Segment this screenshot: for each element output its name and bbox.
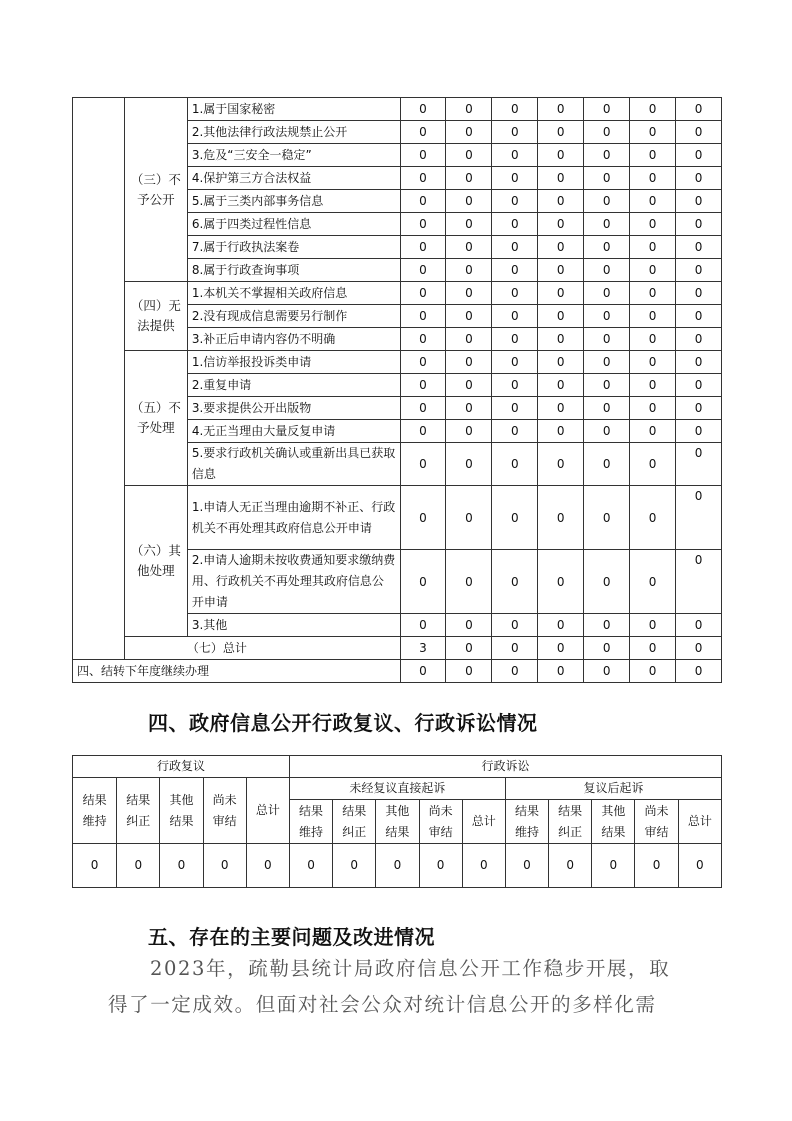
cell-value: 0: [400, 420, 446, 443]
cell-value: 0: [446, 282, 492, 305]
cell-value: 0: [446, 121, 492, 144]
cell-value: 0: [400, 443, 446, 486]
row-label: 3.要求提供公开出版物: [187, 397, 400, 420]
cell-value: 0: [584, 121, 630, 144]
cell-value: 0: [676, 144, 722, 167]
cell-value: 0: [584, 374, 630, 397]
cell-value: 0: [538, 144, 584, 167]
row-label: 2.其他法律行政法规禁止公开: [187, 121, 400, 144]
header-review-total: 总计: [246, 778, 289, 844]
cell-value: 0: [676, 167, 722, 190]
carry-over-value: 0: [630, 660, 676, 683]
header-review-other: 其他 结果: [160, 778, 203, 844]
cell-value: 0: [676, 443, 722, 486]
paragraph-line-2: 得了一定成效。但面对社会公众对统计信息公开的多样化需: [108, 993, 657, 1016]
cell-value: 0: [538, 121, 584, 144]
row-label: 1.信访举报投诉类申请: [187, 351, 400, 374]
row-label: 7.属于行政执法案卷: [187, 236, 400, 259]
cell-value: 0: [538, 420, 584, 443]
cell-value: 0: [446, 486, 492, 550]
total-row: [73, 637, 722, 660]
cell-value: 0: [492, 121, 538, 144]
cell-value: 0: [676, 374, 722, 397]
cell-value: 0: [676, 121, 722, 144]
cell-value: 0: [492, 305, 538, 328]
cell-value: 0: [676, 236, 722, 259]
total-value: 0: [492, 637, 538, 660]
table-row: [73, 282, 722, 305]
cell-value: 0: [538, 236, 584, 259]
review-litigation-value: 0: [289, 844, 332, 888]
cell-value: 0: [676, 305, 722, 328]
cell-value: 0: [446, 98, 492, 121]
total-value: 0: [584, 637, 630, 660]
cell-value: 0: [400, 213, 446, 236]
cell-value: 0: [446, 236, 492, 259]
cell-value: 0: [630, 305, 676, 328]
cell-value: 0: [538, 213, 584, 236]
review-litigation-value: 0: [635, 844, 678, 888]
cell-value: 0: [676, 420, 722, 443]
table-row: [73, 98, 722, 121]
cell-value: 0: [676, 282, 722, 305]
header-review-maintain: 结果 维持: [73, 778, 117, 844]
cell-value: 0: [630, 167, 676, 190]
carry-over-value: 0: [584, 660, 630, 683]
cell-value: 0: [400, 305, 446, 328]
cell-value: 0: [676, 328, 722, 351]
cell-value: 0: [630, 190, 676, 213]
cell-value: 0: [492, 614, 538, 637]
cell-value: 0: [400, 121, 446, 144]
cell-value: 0: [400, 282, 446, 305]
cell-value: 0: [584, 614, 630, 637]
review-litigation-value: 0: [117, 844, 160, 888]
category-label: （六）其他处理: [124, 486, 187, 637]
cell-value: 0: [676, 486, 722, 550]
header-direct-total: 总计: [462, 800, 505, 844]
carry-over-value: 0: [446, 660, 492, 683]
cell-value: 0: [446, 351, 492, 374]
total-label: （七）总计: [124, 637, 400, 660]
header-after-correct: 结果 纠正: [549, 800, 592, 844]
row-label: 3.危及“三安全一稳定”: [187, 144, 400, 167]
cell-value: 0: [630, 259, 676, 282]
cell-value: 0: [584, 397, 630, 420]
cell-value: 0: [538, 397, 584, 420]
cell-value: 0: [538, 443, 584, 486]
cell-value: 0: [584, 420, 630, 443]
cell-value: 0: [676, 614, 722, 637]
cell-value: 0: [400, 614, 446, 637]
review-litigation-value: 0: [419, 844, 462, 888]
cell-value: 0: [492, 144, 538, 167]
row-label: 4.无正当理由大量反复申请: [187, 420, 400, 443]
cell-value: 0: [584, 550, 630, 614]
cell-value: 0: [676, 259, 722, 282]
cell-value: 0: [584, 305, 630, 328]
cell-value: 0: [630, 420, 676, 443]
cell-value: 0: [584, 190, 630, 213]
cell-value: 0: [400, 167, 446, 190]
cell-value: 0: [676, 98, 722, 121]
cell-value: 0: [492, 213, 538, 236]
cell-value: 0: [630, 351, 676, 374]
cell-value: 0: [446, 213, 492, 236]
table-row: [73, 486, 722, 550]
header-after-review-suit: 复议后起诉: [505, 778, 721, 800]
cell-value: 0: [446, 550, 492, 614]
review-litigation-value: 0: [549, 844, 592, 888]
row-label: 3.其他: [187, 614, 400, 637]
cell-value: 0: [492, 420, 538, 443]
row-label: 2.重复申请: [187, 374, 400, 397]
review-litigation-value: 0: [333, 844, 376, 888]
cell-value: 0: [538, 305, 584, 328]
row-label: 5.要求行政机关确认或重新出具已获取信息: [187, 443, 400, 486]
review-litigation-value: 0: [592, 844, 635, 888]
cell-value: 0: [492, 550, 538, 614]
cell-value: 0: [584, 443, 630, 486]
cell-value: 0: [630, 213, 676, 236]
cell-value: 0: [400, 236, 446, 259]
cell-value: 0: [446, 190, 492, 213]
header-direct-other: 其他 结果: [376, 800, 419, 844]
cell-value: 0: [584, 486, 630, 550]
paragraph-line-1: 2023年，疏勒县统计局政府信息公开工作稳步开展，取: [150, 957, 671, 980]
row-label: 2.申请人逾期未按收费通知要求缴纳费用、行政机关不再处理其政府信息公开申请: [187, 550, 400, 614]
cell-value: 0: [446, 614, 492, 637]
cell-value: 0: [538, 614, 584, 637]
carry-over-value: 0: [538, 660, 584, 683]
cell-value: 0: [400, 397, 446, 420]
category-label: （三）不予公开: [124, 98, 187, 282]
cell-value: 0: [400, 486, 446, 550]
row-label: 3.补正后申请内容仍不明确: [187, 328, 400, 351]
cell-value: 0: [584, 259, 630, 282]
row-label: 1.属于国家秘密: [187, 98, 400, 121]
cell-value: 0: [630, 486, 676, 550]
row-label: 4.保护第三方合法权益: [187, 167, 400, 190]
cell-value: 0: [676, 351, 722, 374]
cell-value: 0: [630, 98, 676, 121]
review-litigation-value: 0: [376, 844, 419, 888]
cell-value: 0: [630, 550, 676, 614]
carry-over-row: [73, 660, 722, 683]
carry-over-value: 0: [676, 660, 722, 683]
category-label: （五）不予处理: [124, 351, 187, 486]
cell-value: 0: [584, 98, 630, 121]
cell-value: 0: [400, 259, 446, 282]
cell-value: 0: [584, 328, 630, 351]
row-label: 1.本机关不掌握相关政府信息: [187, 282, 400, 305]
cell-value: 0: [538, 98, 584, 121]
section-5-title: 五、存在的主要问题及改进情况: [148, 925, 435, 949]
cell-value: 0: [538, 351, 584, 374]
cell-value: 0: [446, 420, 492, 443]
cell-value: 0: [492, 167, 538, 190]
cell-value: 0: [446, 259, 492, 282]
cell-value: 0: [492, 351, 538, 374]
cell-value: 0: [538, 259, 584, 282]
cell-value: 0: [630, 397, 676, 420]
total-value: 0: [446, 637, 492, 660]
cell-value: 0: [630, 282, 676, 305]
cell-value: 0: [446, 443, 492, 486]
cell-value: 0: [584, 144, 630, 167]
header-direct-maintain: 结果 维持: [289, 800, 332, 844]
row-label: 2.没有现成信息需要另行制作: [187, 305, 400, 328]
cell-value: 0: [584, 167, 630, 190]
cell-value: 0: [676, 190, 722, 213]
cell-value: 0: [400, 550, 446, 614]
cell-value: 0: [492, 259, 538, 282]
review-litigation-value: 0: [160, 844, 203, 888]
cell-value: 0: [400, 328, 446, 351]
cell-value: 0: [584, 236, 630, 259]
cell-value: 0: [538, 550, 584, 614]
cell-value: 0: [676, 397, 722, 420]
review-litigation-value: 0: [505, 844, 548, 888]
cell-value: 0: [400, 374, 446, 397]
cell-value: 0: [584, 213, 630, 236]
cell-value: 0: [492, 282, 538, 305]
carry-over-value: 0: [492, 660, 538, 683]
header-after-pending: 尚未 审结: [635, 800, 678, 844]
header-review-correct: 结果 纠正: [117, 778, 160, 844]
header-direct-pending: 尚未 审结: [419, 800, 462, 844]
header-direct-suit: 未经复议直接起诉: [289, 778, 505, 800]
carry-over-label: 四、结转下年度继续办理: [73, 660, 401, 683]
cell-value: 0: [492, 443, 538, 486]
review-litigation-value: 0: [203, 844, 246, 888]
cell-value: 0: [630, 328, 676, 351]
disclosure-results-table: [72, 97, 722, 683]
review-litigation-value: 0: [462, 844, 505, 888]
row-label: 6.属于四类过程性信息: [187, 213, 400, 236]
total-value: 0: [538, 637, 584, 660]
header-after-total: 总计: [678, 800, 721, 844]
cell-value: 0: [446, 374, 492, 397]
header-admin-review: 行政复议: [73, 756, 290, 778]
cell-value: 0: [400, 351, 446, 374]
blank-outer-cell: [73, 98, 125, 660]
section-4-title: 四、政府信息公开行政复议、行政诉讼情况: [148, 711, 538, 735]
cell-value: 0: [492, 236, 538, 259]
header-after-other: 其他 结果: [592, 800, 635, 844]
row-label: 1.申请人无正当理由逾期不补正、行政机关不再处理其政府信息公开申请: [187, 486, 400, 550]
cell-value: 0: [630, 374, 676, 397]
cell-value: 0: [492, 486, 538, 550]
total-value: 3: [400, 637, 446, 660]
cell-value: 0: [676, 550, 722, 614]
cell-value: 0: [492, 374, 538, 397]
cell-value: 0: [584, 282, 630, 305]
cell-value: 0: [538, 190, 584, 213]
table-row: [73, 351, 722, 374]
review-litigation-value: 0: [678, 844, 721, 888]
cell-value: 0: [584, 351, 630, 374]
category-label: （四）无法提供: [124, 282, 187, 351]
cell-value: 0: [400, 98, 446, 121]
total-value: 0: [630, 637, 676, 660]
total-value: 0: [676, 637, 722, 660]
cell-value: 0: [630, 121, 676, 144]
row-label: 5.属于三类内部事务信息: [187, 190, 400, 213]
cell-value: 0: [630, 144, 676, 167]
cell-value: 0: [446, 397, 492, 420]
cell-value: 0: [630, 614, 676, 637]
header-direct-correct: 结果 纠正: [333, 800, 376, 844]
header-after-maintain: 结果 维持: [505, 800, 548, 844]
cell-value: 0: [630, 236, 676, 259]
cell-value: 0: [400, 144, 446, 167]
cell-value: 0: [538, 374, 584, 397]
cell-value: 0: [446, 328, 492, 351]
cell-value: 0: [492, 328, 538, 351]
cell-value: 0: [538, 486, 584, 550]
header-admin-litigation: 行政诉讼: [289, 756, 721, 778]
review-litigation-value: 0: [73, 844, 117, 888]
cell-value: 0: [400, 190, 446, 213]
review-litigation-table: [72, 755, 722, 888]
cell-value: 0: [630, 443, 676, 486]
header-review-pending: 尚未 审结: [203, 778, 246, 844]
review-litigation-value: 0: [246, 844, 289, 888]
row-label: 8.属于行政查询事项: [187, 259, 400, 282]
cell-value: 0: [446, 167, 492, 190]
carry-over-value: 0: [400, 660, 446, 683]
cell-value: 0: [538, 328, 584, 351]
cell-value: 0: [676, 213, 722, 236]
cell-value: 0: [538, 167, 584, 190]
cell-value: 0: [492, 190, 538, 213]
cell-value: 0: [538, 282, 584, 305]
cell-value: 0: [446, 144, 492, 167]
cell-value: 0: [492, 98, 538, 121]
cell-value: 0: [446, 305, 492, 328]
cell-value: 0: [492, 397, 538, 420]
